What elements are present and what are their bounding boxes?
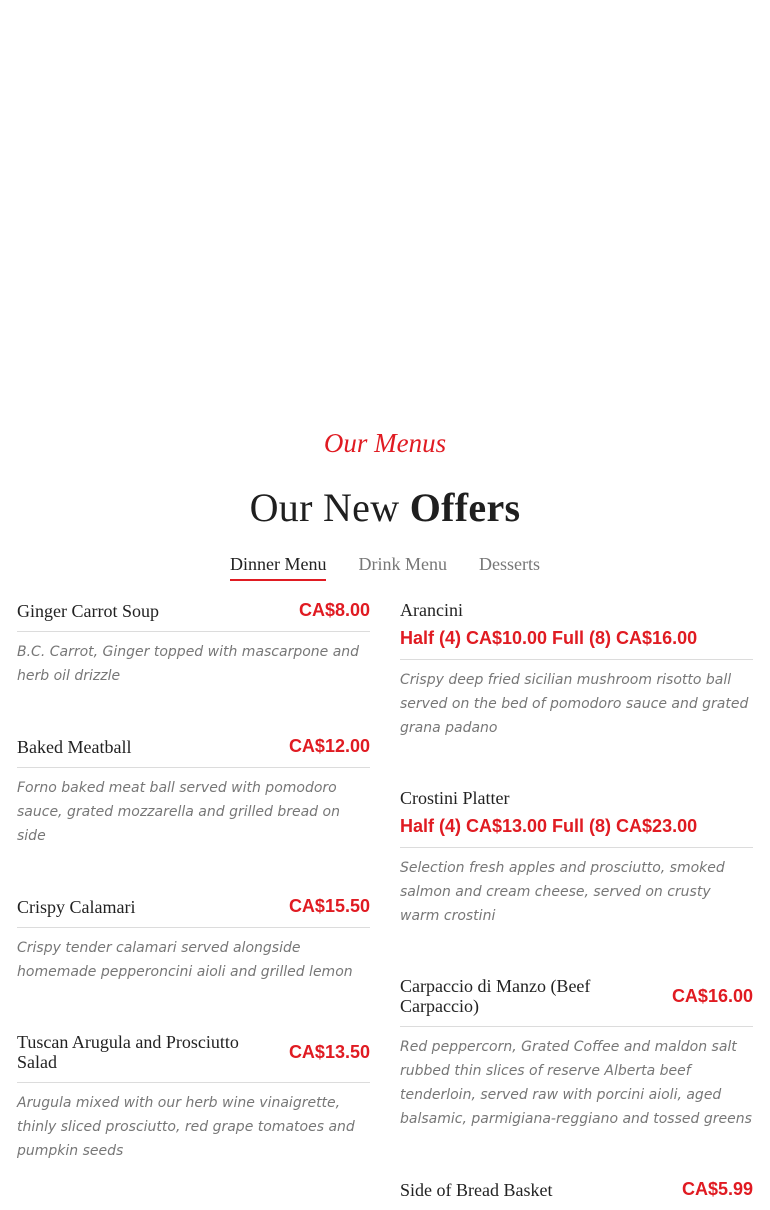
menu-item-header [17,1032,370,1083]
menu-item-description: Crispy tender calamari served alongside homemade pepperoncini aioli and grilled lemon [17,940,353,980]
menu-item-baked-meatball [17,736,370,848]
menu-item-name: Carpaccio di Manzo (Beef Carpaccio) [400,976,591,1016]
menu-item-header [400,788,753,848]
menu-column-left [17,600,370,1163]
menu-item-description: Red peppercorn, Grated Coffee and maldon salt rubbed thin slices of reserve Alberta beef tenderloin, served raw with porcini aioli, aged balsamic, parmigiana-reggiano and tossed greens [400,1039,752,1127]
menu-item-description: Arugula mixed with our herb wine vinaigrette, thinly sliced prosciutto, red grape tomatoes and pumpkin seeds [17,1095,355,1159]
section-title-bold: Offers [409,485,521,530]
section-title-regular: Our New [249,485,400,530]
menu-item-name: Arancini [400,600,463,620]
menu-item-price: Half (4) CA$13.00 Full (8) CA$23.00 [400,816,698,836]
menu-item-tuscan-arugula-salad [17,1032,370,1163]
menu-item-description: Crispy deep fried sicilian mushroom risotto ball served on the bed of pomodoro sauce and grated grana padano [400,672,749,736]
tab-drink-menu[interactable]: Drink Menu [358,554,447,574]
menu-item-name: Side of Bread Basket [400,1179,553,1200]
menu-item-header [17,896,370,928]
menu-item-header [400,600,753,660]
hero-blank-area [0,0,770,400]
menu-item-price: Half (4) CA$10.00 Full (8) CA$16.00 [400,628,698,648]
section-eyebrow: Our Menus [323,428,447,458]
menu-item-header [17,600,370,632]
menu-item-price: CA$15.50 [288,896,370,916]
menu-item-price: CA$16.00 [671,985,753,1006]
tab-desserts[interactable]: Desserts [478,554,540,574]
menu-item-description: B.C. Carrot, Ginger topped with mascarpone and herb oil drizzle [17,644,360,684]
menu-item-name: Crispy Calamari [17,896,136,917]
menu-tabs [0,554,770,581]
menu-item-name: Ginger Carrot Soup [17,600,159,621]
menu-column-right [400,600,753,1210]
section-title [0,484,770,531]
menu-item-beef-carpaccio [400,976,753,1131]
menu-item-crostini-platter [400,788,753,928]
menu-item-name: Crostini Platter [400,788,510,808]
menu-item-bread-basket [400,1179,753,1210]
menu-item-name: Tuscan Arugula and Prosciutto Salad [17,1032,239,1072]
menu-item-price: CA$13.50 [288,1041,370,1062]
menu-item-arancini [400,600,753,740]
tab-dinner-menu[interactable]: Dinner Menu [230,554,326,581]
menu-item-price: CA$8.00 [298,600,370,620]
menu-item-header [17,736,370,768]
menu-item-description: Forno baked meat ball served with pomodoro sauce, grated mozzarella and grilled bread on side [17,780,340,844]
menu-item-header [400,976,753,1027]
menu-item-ginger-carrot-soup [17,600,370,688]
menu-item-price: CA$5.99 [681,1179,753,1199]
menu-item-price: CA$12.00 [288,736,370,756]
menu-item-header [400,1179,753,1210]
menu-item-name: Baked Meatball [17,736,132,757]
menu-item-description: Selection fresh apples and prosciutto, smoked salmon and cream cheese, served on crusty warm crostini [400,860,725,924]
menu-item-crispy-calamari [17,896,370,984]
